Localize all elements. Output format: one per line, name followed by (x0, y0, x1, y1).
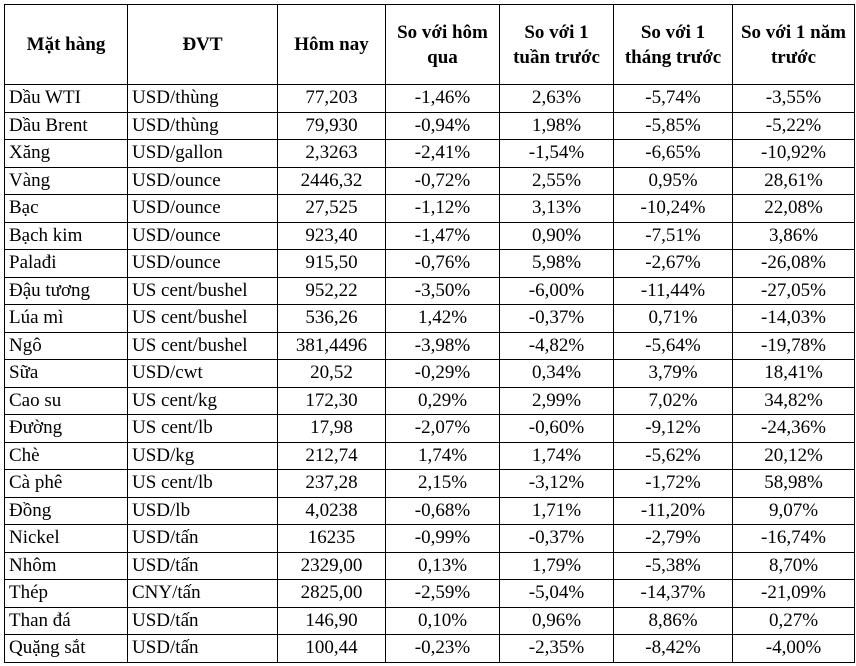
cell-vs-1-year: -16,74% (733, 525, 855, 553)
cell-vs-yesterday: -1,47% (386, 222, 500, 250)
table-row (5, 250, 855, 278)
cell-today: 923,40 (278, 222, 386, 250)
cell-vs-1-month: -5,62% (614, 442, 733, 470)
cell-today: 915,50 (278, 250, 386, 278)
cell-commodity: Dầu Brent (5, 112, 128, 140)
cell-today: 237,28 (278, 470, 386, 498)
cell-today: 146,90 (278, 607, 386, 635)
cell-unit: USD/kg (128, 442, 278, 470)
cell-today: 2825,00 (278, 580, 386, 608)
table-row (5, 277, 855, 305)
cell-unit: US cent/lb (128, 470, 278, 498)
cell-commodity: Xăng (5, 140, 128, 168)
cell-vs-1-year: 9,07% (733, 497, 855, 525)
cell-unit: USD/ounce (128, 195, 278, 223)
cell-vs-1-week: -1,54% (500, 140, 614, 168)
cell-vs-1-year: 58,98% (733, 470, 855, 498)
cell-commodity: Bạc (5, 195, 128, 223)
cell-unit: USD/gallon (128, 140, 278, 168)
table-row (5, 195, 855, 223)
cell-vs-1-month: -8,42% (614, 635, 733, 663)
cell-vs-1-week: 2,99% (500, 387, 614, 415)
cell-vs-yesterday: 0,29% (386, 387, 500, 415)
cell-vs-yesterday: -0,72% (386, 167, 500, 195)
cell-vs-1-week: 1,98% (500, 112, 614, 140)
cell-commodity: Lúa mì (5, 305, 128, 333)
cell-unit: USD/tấn (128, 525, 278, 553)
table-row (5, 525, 855, 553)
cell-vs-1-year: 8,70% (733, 552, 855, 580)
cell-today: 2329,00 (278, 552, 386, 580)
cell-commodity: Thép (5, 580, 128, 608)
table-row (5, 167, 855, 195)
table-row (5, 497, 855, 525)
cell-unit: US cent/bushel (128, 332, 278, 360)
header-vs-1-year: So với 1 năm trước (733, 5, 855, 85)
cell-commodity: Than đá (5, 607, 128, 635)
cell-today: 381,4496 (278, 332, 386, 360)
cell-vs-1-month: -5,64% (614, 332, 733, 360)
cell-commodity: Quặng sắt (5, 635, 128, 663)
table-row (5, 442, 855, 470)
table-row (5, 360, 855, 388)
cell-unit: US cent/bushel (128, 305, 278, 333)
cell-vs-1-week: 2,63% (500, 85, 614, 113)
cell-vs-1-month: 0,71% (614, 305, 733, 333)
cell-vs-1-month: -2,67% (614, 250, 733, 278)
table-row (5, 85, 855, 113)
cell-vs-1-year: -4,00% (733, 635, 855, 663)
cell-vs-yesterday: -2,07% (386, 415, 500, 443)
table-row (5, 387, 855, 415)
cell-vs-yesterday: -0,29% (386, 360, 500, 388)
cell-unit: CNY/tấn (128, 580, 278, 608)
cell-vs-1-week: 1,74% (500, 442, 614, 470)
cell-unit: USD/tấn (128, 635, 278, 663)
cell-vs-1-year: -26,08% (733, 250, 855, 278)
cell-vs-yesterday: -2,41% (386, 140, 500, 168)
cell-unit: US cent/lb (128, 415, 278, 443)
table-row (5, 222, 855, 250)
cell-vs-1-month: 3,79% (614, 360, 733, 388)
header-row (5, 5, 855, 85)
cell-today: 4,0238 (278, 497, 386, 525)
table-row (5, 140, 855, 168)
table-row (5, 635, 855, 663)
cell-vs-1-week: -4,82% (500, 332, 614, 360)
cell-today: 27,525 (278, 195, 386, 223)
cell-unit: US cent/bushel (128, 277, 278, 305)
cell-vs-yesterday: -3,50% (386, 277, 500, 305)
cell-commodity: Bạch kim (5, 222, 128, 250)
cell-today: 172,30 (278, 387, 386, 415)
cell-today: 79,930 (278, 112, 386, 140)
cell-vs-1-year: -10,92% (733, 140, 855, 168)
cell-vs-1-month: -5,74% (614, 85, 733, 113)
table-row (5, 415, 855, 443)
cell-unit: USD/thùng (128, 112, 278, 140)
table-row (5, 580, 855, 608)
cell-commodity: Cà phê (5, 470, 128, 498)
table-body (5, 85, 855, 663)
cell-vs-1-year: 34,82% (733, 387, 855, 415)
header-vs-yesterday: So với hôm qua (386, 5, 500, 85)
cell-vs-yesterday: 1,74% (386, 442, 500, 470)
cell-vs-1-year: -5,22% (733, 112, 855, 140)
cell-vs-yesterday: 0,10% (386, 607, 500, 635)
table-row (5, 332, 855, 360)
cell-vs-yesterday: -2,59% (386, 580, 500, 608)
cell-vs-1-month: -5,85% (614, 112, 733, 140)
cell-vs-1-week: -2,35% (500, 635, 614, 663)
cell-vs-1-week: 3,13% (500, 195, 614, 223)
cell-commodity: Palađi (5, 250, 128, 278)
cell-vs-1-week: -6,00% (500, 277, 614, 305)
cell-today: 17,98 (278, 415, 386, 443)
cell-vs-yesterday: 2,15% (386, 470, 500, 498)
cell-unit: USD/ounce (128, 167, 278, 195)
cell-vs-1-month: -2,79% (614, 525, 733, 553)
cell-commodity: Nhôm (5, 552, 128, 580)
cell-today: 536,26 (278, 305, 386, 333)
cell-today: 16235 (278, 525, 386, 553)
cell-vs-1-week: -5,04% (500, 580, 614, 608)
header-today: Hôm nay (278, 5, 386, 85)
cell-commodity: Ngô (5, 332, 128, 360)
cell-vs-1-week: 0,96% (500, 607, 614, 635)
cell-commodity: Nickel (5, 525, 128, 553)
cell-unit: USD/lb (128, 497, 278, 525)
cell-unit: US cent/kg (128, 387, 278, 415)
cell-commodity: Cao su (5, 387, 128, 415)
cell-vs-1-week: 5,98% (500, 250, 614, 278)
cell-vs-1-week: -0,37% (500, 305, 614, 333)
cell-unit: USD/tấn (128, 607, 278, 635)
cell-commodity: Chè (5, 442, 128, 470)
cell-commodity: Dầu WTI (5, 85, 128, 113)
cell-vs-1-month: -9,12% (614, 415, 733, 443)
cell-today: 212,74 (278, 442, 386, 470)
cell-unit: USD/ounce (128, 222, 278, 250)
cell-vs-1-year: 22,08% (733, 195, 855, 223)
cell-today: 2,3263 (278, 140, 386, 168)
cell-today: 100,44 (278, 635, 386, 663)
cell-vs-1-week: 1,79% (500, 552, 614, 580)
cell-vs-1-month: 8,86% (614, 607, 733, 635)
table-row (5, 607, 855, 635)
cell-today: 952,22 (278, 277, 386, 305)
header-vs-1-week: So với 1 tuần trước (500, 5, 614, 85)
cell-vs-1-year: 3,86% (733, 222, 855, 250)
cell-vs-1-week: 0,90% (500, 222, 614, 250)
table-row (5, 112, 855, 140)
cell-vs-1-month: -14,37% (614, 580, 733, 608)
cell-vs-yesterday: -1,12% (386, 195, 500, 223)
cell-vs-1-year: -21,09% (733, 580, 855, 608)
cell-commodity: Đồng (5, 497, 128, 525)
cell-unit: USD/tấn (128, 552, 278, 580)
cell-commodity: Đậu tương (5, 277, 128, 305)
cell-vs-1-year: -14,03% (733, 305, 855, 333)
cell-vs-yesterday: -0,76% (386, 250, 500, 278)
cell-vs-1-week: -0,60% (500, 415, 614, 443)
cell-commodity: Sữa (5, 360, 128, 388)
cell-vs-1-year: -24,36% (733, 415, 855, 443)
header-unit: ĐVT (128, 5, 278, 85)
cell-vs-1-year: 0,27% (733, 607, 855, 635)
cell-unit: USD/cwt (128, 360, 278, 388)
cell-today: 77,203 (278, 85, 386, 113)
cell-unit: USD/thùng (128, 85, 278, 113)
cell-vs-1-year: 28,61% (733, 167, 855, 195)
header-commodity: Mặt hàng (5, 5, 128, 85)
cell-vs-1-month: -7,51% (614, 222, 733, 250)
cell-vs-1-week: 1,71% (500, 497, 614, 525)
cell-commodity: Đường (5, 415, 128, 443)
cell-vs-1-year: 18,41% (733, 360, 855, 388)
cell-vs-1-month: -6,65% (614, 140, 733, 168)
cell-vs-1-month: -1,72% (614, 470, 733, 498)
cell-vs-1-year: 20,12% (733, 442, 855, 470)
cell-vs-yesterday: -0,99% (386, 525, 500, 553)
cell-vs-yesterday: -0,94% (386, 112, 500, 140)
table-row (5, 470, 855, 498)
cell-vs-1-month: 0,95% (614, 167, 733, 195)
cell-today: 20,52 (278, 360, 386, 388)
cell-vs-yesterday: -0,23% (386, 635, 500, 663)
table-row (5, 305, 855, 333)
commodity-price-table (4, 4, 855, 663)
cell-vs-1-year: -3,55% (733, 85, 855, 113)
cell-vs-yesterday: -3,98% (386, 332, 500, 360)
cell-vs-1-month: -10,24% (614, 195, 733, 223)
cell-vs-yesterday: -0,68% (386, 497, 500, 525)
header-vs-1-month: So với 1 tháng trước (614, 5, 733, 85)
cell-vs-1-week: -0,37% (500, 525, 614, 553)
cell-vs-1-week: 2,55% (500, 167, 614, 195)
cell-vs-1-week: -3,12% (500, 470, 614, 498)
cell-today: 2446,32 (278, 167, 386, 195)
cell-vs-1-month: 7,02% (614, 387, 733, 415)
cell-vs-yesterday: 0,13% (386, 552, 500, 580)
cell-vs-1-year: -19,78% (733, 332, 855, 360)
cell-vs-1-month: -5,38% (614, 552, 733, 580)
cell-vs-1-year: -27,05% (733, 277, 855, 305)
cell-vs-1-week: 0,34% (500, 360, 614, 388)
cell-unit: USD/ounce (128, 250, 278, 278)
cell-commodity: Vàng (5, 167, 128, 195)
cell-vs-yesterday: -1,46% (386, 85, 500, 113)
cell-vs-1-month: -11,20% (614, 497, 733, 525)
cell-vs-1-month: -11,44% (614, 277, 733, 305)
cell-vs-yesterday: 1,42% (386, 305, 500, 333)
table-row (5, 552, 855, 580)
